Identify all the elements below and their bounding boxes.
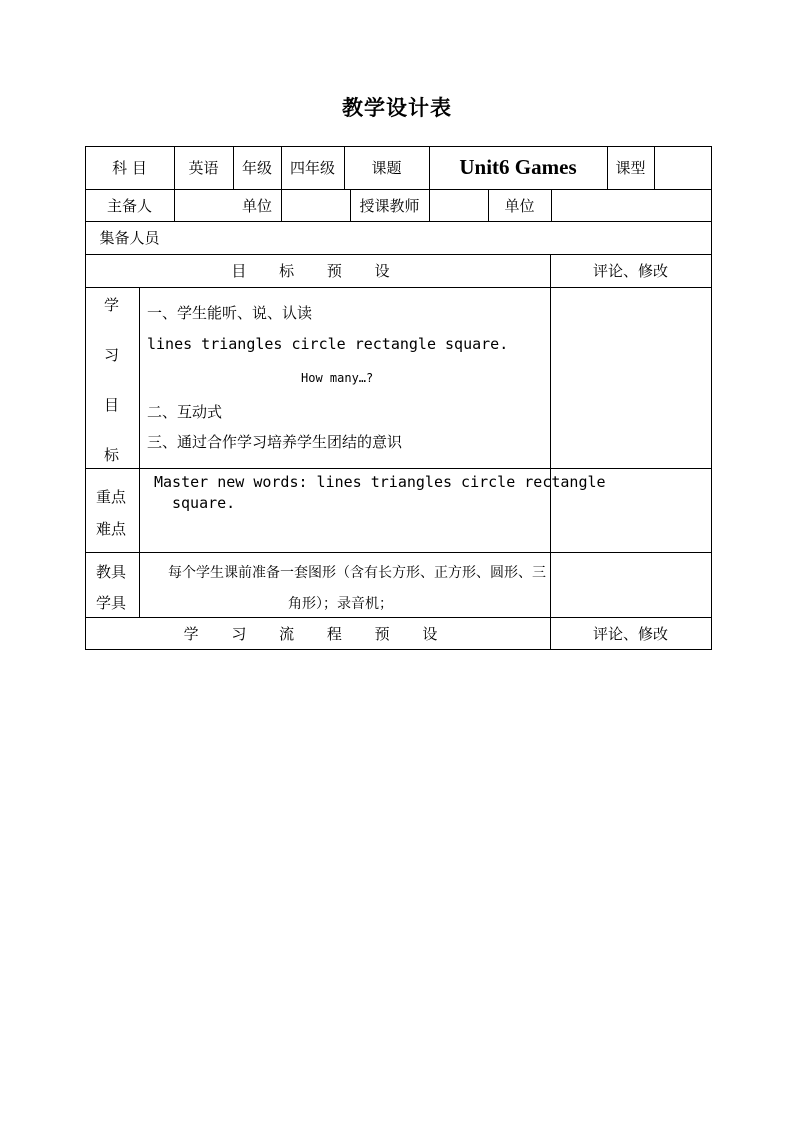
comment-column-divider [550, 254, 551, 650]
type-label: 课型 [615, 159, 646, 177]
materials-text: 每个学生课前准备一套图形（含有长方形、正方形、圆形、三 [168, 565, 546, 581]
materials-label: 学具 [96, 594, 127, 612]
flow-comment-header: 评论、修改 [592, 624, 668, 643]
flow-header: 学 习 流 程 预 设 [183, 624, 452, 643]
members-label: 集备人员 [99, 229, 160, 247]
grade-label: 年级 [241, 159, 272, 177]
row-divider [85, 552, 712, 553]
unit2-value [551, 189, 711, 221]
goals-comment-header: 评论、修改 [592, 262, 668, 280]
topic-label: 课题 [371, 159, 402, 177]
subject-value: 英语 [188, 159, 219, 177]
learning-goals-label-char: 习 [104, 346, 120, 364]
learning-goal-line: 一、学生能听、说、认读 [147, 304, 313, 322]
page-title: 教学设计表 [342, 95, 452, 120]
grade-value: 四年级 [289, 159, 335, 177]
lead-preparer-label: 主备人 [106, 196, 152, 215]
unit2-label: 单位 [504, 196, 535, 215]
lead-preparer-value [174, 189, 233, 221]
learning-goal-line: 二、互动式 [147, 403, 223, 421]
row-divider [85, 468, 712, 469]
goals-header: 目 标 预 设 [231, 262, 404, 280]
unit-value [281, 189, 350, 221]
learning-goal-question: How many…? [301, 371, 374, 385]
learning-goals-label-char: 学 [104, 296, 120, 314]
table-border-bottom [85, 649, 712, 650]
key-points-label: 难点 [96, 520, 127, 538]
teacher-label: 授课教师 [359, 196, 420, 215]
members-value [174, 221, 711, 254]
type-value [654, 146, 711, 189]
learning-goal-line: 三、通过合作学习培养学生团结的意识 [147, 433, 403, 451]
learning-goal-words: lines triangles circle rectangle square. [147, 335, 509, 353]
materials-text: 角形）；录音机； [288, 596, 393, 612]
table-border-right [711, 146, 712, 650]
key-points-text: square. [172, 494, 236, 512]
learning-goals-label-char: 目 [104, 396, 120, 414]
learning-goals-label-char: 标 [104, 446, 120, 464]
row-divider [85, 287, 712, 288]
subject-label: 科 目 [112, 159, 147, 177]
key-points-label: 重点 [96, 488, 127, 506]
unit-label: 单位 [241, 196, 272, 215]
topic-value: Unit6 Games [459, 155, 577, 179]
label-column-divider [139, 287, 140, 618]
materials-label: 教具 [96, 563, 127, 581]
key-points-text: Master new words: lines triangles circle rectangle [154, 473, 606, 491]
teacher-value [429, 189, 488, 221]
